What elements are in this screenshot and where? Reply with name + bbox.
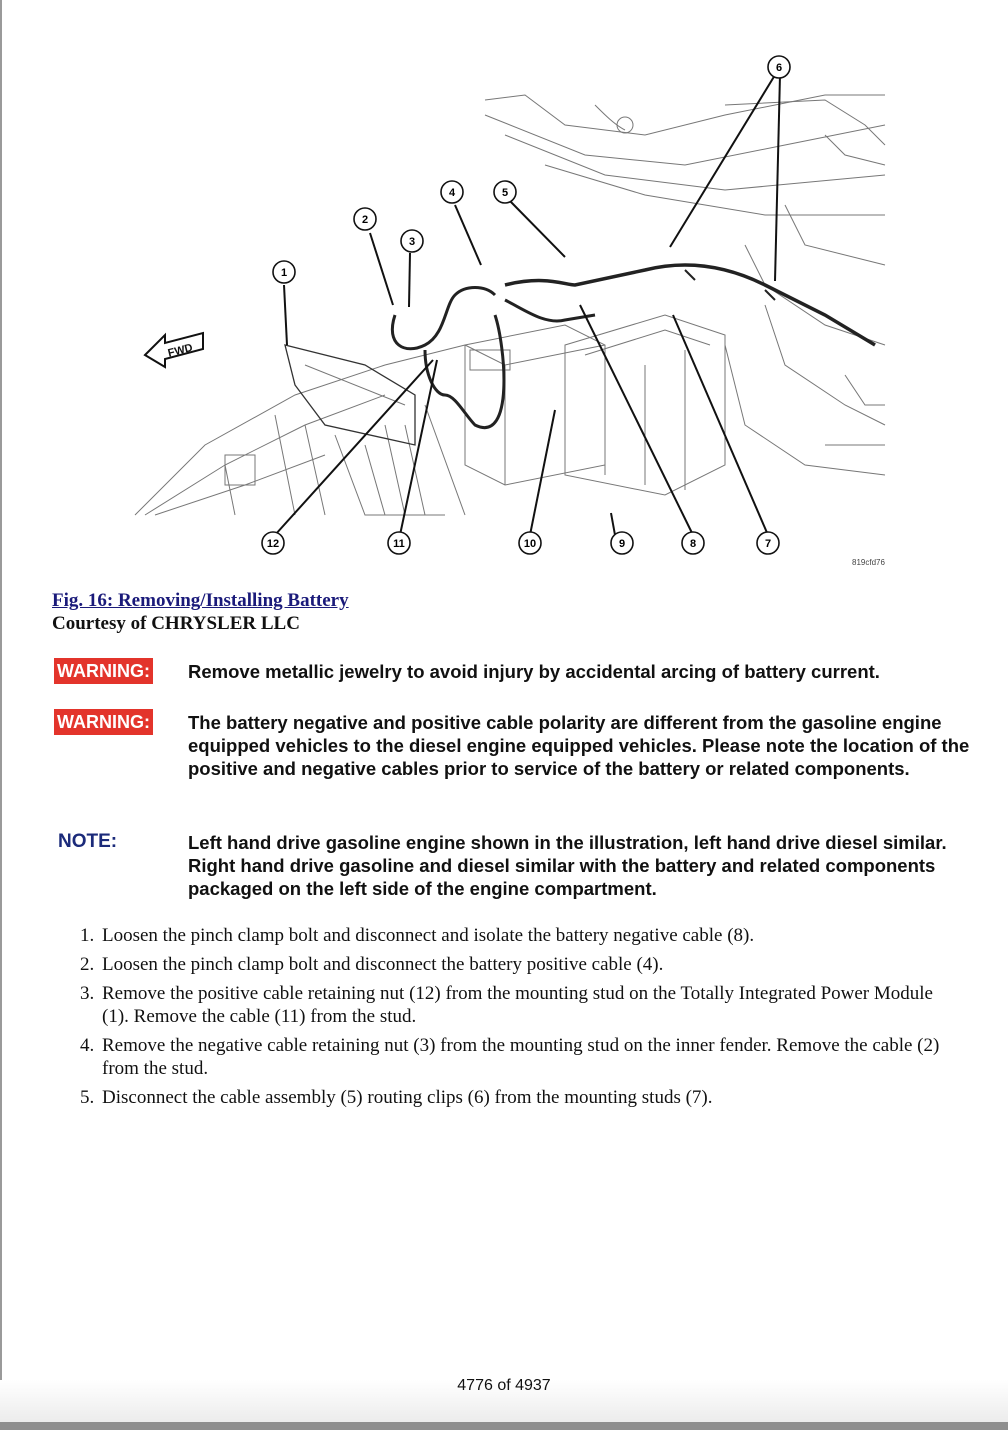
callout-1 <box>273 261 295 283</box>
warning-text: Remove metallic jewelry to avoid injury by accidental arcing of battery current. <box>188 661 880 682</box>
step-text: Remove the positive cable retaining nut (12) from the mounting stud on the Totally Integrated Power Module (1). Remove the cable (11) from the stud. <box>102 983 933 1027</box>
figure-id: 819cfd76 <box>852 558 885 567</box>
callout-2 <box>354 208 376 230</box>
battery-illustration <box>125 45 905 575</box>
battery-diagram <box>125 45 905 575</box>
step-number: 2. <box>80 954 95 975</box>
page-bottom-border <box>0 1422 1008 1430</box>
callout-10 <box>519 532 541 554</box>
step-text: Loosen the pinch clamp bolt and disconnect and isolate the battery negative cable (8). <box>102 925 755 946</box>
step-text: Loosen the pinch clamp bolt and disconnect the battery positive cable (4). <box>102 954 664 975</box>
figure-caption-link[interactable]: Fig. 16: Removing/Installing Battery <box>52 590 349 611</box>
step-text: Remove the negative cable retaining nut (3) from the mounting stud on the inner fender. Remove the cable (2) from the stud. <box>102 1035 940 1079</box>
vehicle-linework <box>135 95 885 515</box>
callout-6-label: 6 <box>775 62 783 74</box>
callout-6 <box>768 56 790 78</box>
procedure-steps <box>80 924 960 1115</box>
callout-4-label: 4 <box>448 187 456 199</box>
fwd-arrow-icon <box>145 333 203 367</box>
callout-5-label: 5 <box>501 187 509 199</box>
warning-badge: WARNING: <box>54 658 153 684</box>
step-number: 4. <box>80 1035 95 1056</box>
step-item <box>80 953 960 976</box>
callout-12 <box>262 532 284 554</box>
callout-11-label: 11 <box>393 538 405 550</box>
figure-courtesy: Courtesy of CHRYSLER LLC <box>52 613 300 634</box>
step-text: Disconnect the cable assembly (5) routing clips (6) from the mounting studs (7). <box>102 1087 713 1108</box>
callouts <box>262 56 790 554</box>
callout-3 <box>401 230 423 252</box>
callout-9 <box>611 532 633 554</box>
step-item <box>80 982 960 1028</box>
note-label: NOTE: <box>58 831 118 852</box>
callout-7-label: 7 <box>764 538 772 550</box>
callout-2-label: 2 <box>361 214 369 226</box>
step-item <box>80 924 960 947</box>
callout-10-label: 10 <box>523 538 537 550</box>
callout-5 <box>494 181 516 203</box>
step-item <box>80 1086 960 1109</box>
callout-1-label: 1 <box>280 267 288 279</box>
callout-11 <box>388 532 410 554</box>
warning-badge: WARNING: <box>54 709 153 735</box>
note-text: Left hand drive gasoline engine shown in the illustration, left hand drive diesel similar. Right hand drive gasoline and diesel similar with the battery and related components packaged on the left side of the engine compartment. <box>188 832 947 899</box>
callout-12-label: 12 <box>266 538 280 550</box>
page-number: 4776 of 4937 <box>457 1377 551 1394</box>
step-number: 1. <box>80 925 95 946</box>
callout-8 <box>682 532 704 554</box>
step-number: 3. <box>80 983 95 1004</box>
callout-8-label: 8 <box>689 538 697 550</box>
step-item <box>80 1034 960 1080</box>
callout-7 <box>757 532 779 554</box>
callout-9-label: 9 <box>618 538 626 550</box>
fwd-label: FWD <box>166 341 194 360</box>
step-number: 5. <box>80 1087 95 1108</box>
callout-4 <box>441 181 463 203</box>
callout-3-label: 3 <box>408 236 416 248</box>
page-left-edge <box>0 0 2 1422</box>
warning-text: The battery negative and positive cable polarity are different from the gasoline engine equipped vehicles to the diesel engine equipped vehicles. Please note the location of the positive and negative cables prior to service of the battery or related components. <box>188 712 970 779</box>
